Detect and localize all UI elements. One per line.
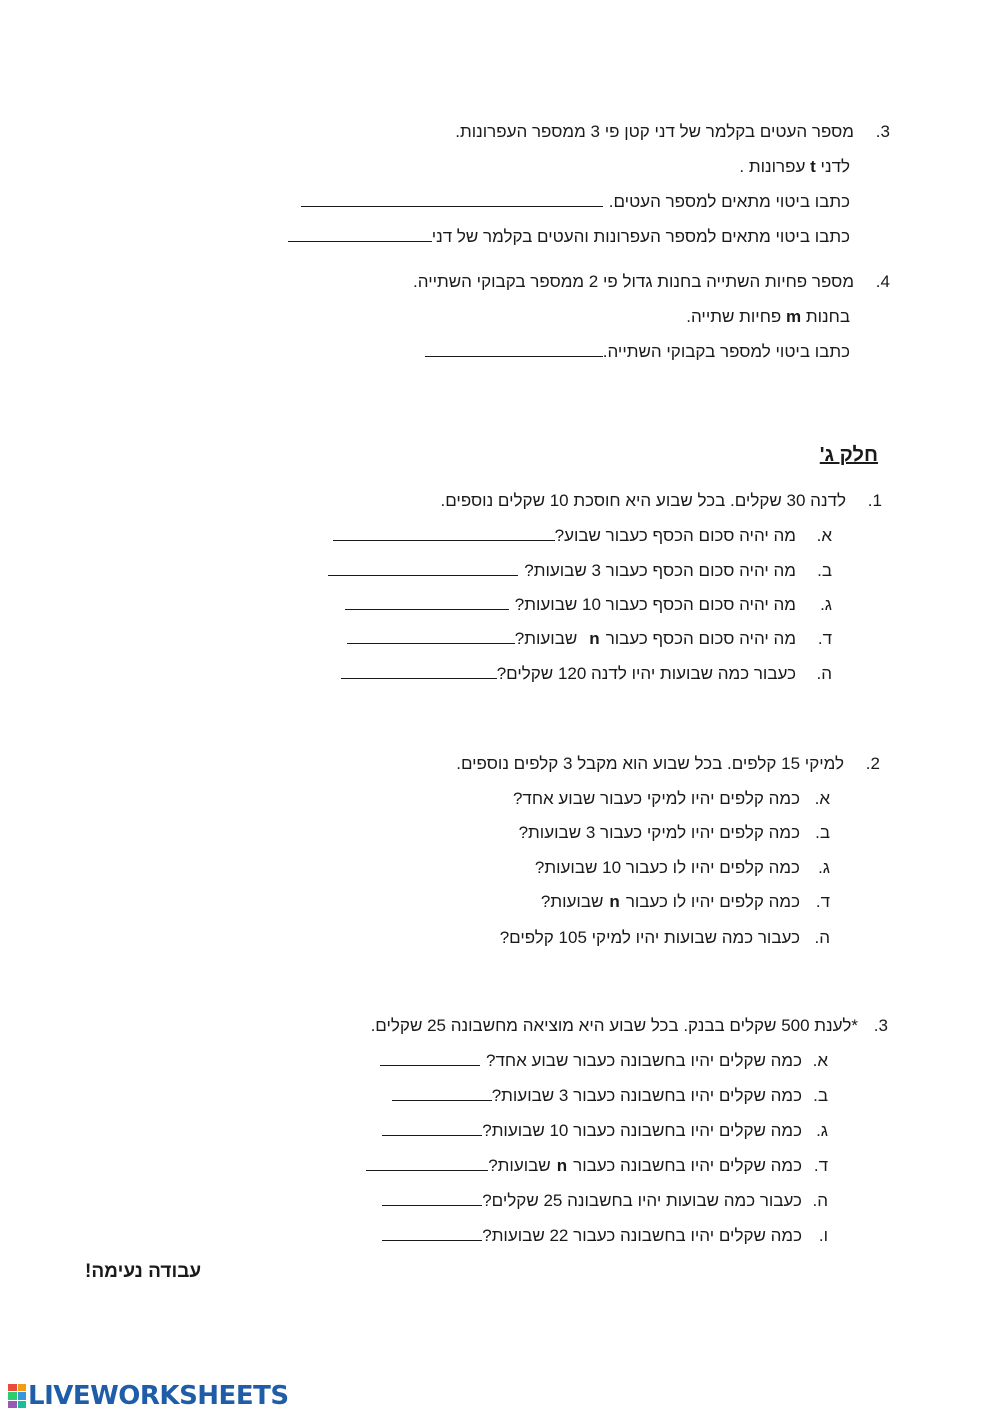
answer-blank[interactable] <box>425 341 603 357</box>
answer-blank[interactable] <box>328 560 518 576</box>
answer-blank[interactable] <box>345 594 509 610</box>
c-q2-item-c: ג.כמה קלפים יהיו לו כעבור 10 שבועות? <box>534 858 830 877</box>
logo-icon <box>8 1384 26 1408</box>
answer-blank[interactable] <box>392 1085 492 1101</box>
c-q1-item-b: ב.מה יהיה סכום הכסף כעבור 3 שבועות? <box>328 560 832 582</box>
section-heading: חלק ג' <box>819 444 878 466</box>
answer-blank[interactable] <box>382 1225 482 1241</box>
answer-blank[interactable] <box>347 628 515 644</box>
answer-blank[interactable] <box>366 1155 488 1171</box>
variable-t: t <box>810 157 816 176</box>
question-3-line-1: 3.מספר העטים בקלמר של דני קטן פי 3 ממספר העפרונות. <box>455 122 890 141</box>
question-3-line-3: כתבו ביטוי מתאים למספר העטים. <box>301 191 850 213</box>
c-question-2-intro: 2.למיקי 15 קלפים. בכל שבוע הוא מקבל 3 קלפים נוספים. <box>456 754 880 773</box>
c-q2-item-a: א.כמה קלפים יהיו למיקי כעבור שבוע אחד? <box>512 789 830 808</box>
c-q3-item-a: א.כמה שקלים יהיו בחשבונה כעבור שבוע אחד? <box>380 1050 828 1072</box>
c-q2-item-b: ב.כמה קלפים יהיו למיקי כעבור 3 שבועות? <box>518 823 830 842</box>
closing-message: עבודה נעימה! <box>85 1261 202 1282</box>
variable-n: n <box>556 1156 568 1175</box>
question-3-line-4: כתבו ביטוי מתאים למספר העפרונות והעטים בקלמר של דני <box>288 226 850 248</box>
c-q3-item-c: ג.כמה שקלים יהיו בחשבונה כעבור 10 שבועות? <box>382 1120 828 1142</box>
answer-blank[interactable] <box>382 1120 482 1136</box>
c-q3-item-e: ה.כעבור כמה שבועות יהיו בחשבונה 25 שקלים? <box>382 1190 828 1212</box>
c-q3-item-f: ו.כמה שקלים יהיו בחשבונה כעבור 22 שבועות? <box>382 1225 828 1247</box>
c-q3-item-b: ב.כמה שקלים יהיו בחשבונה כעבור 3 שבועות? <box>392 1085 828 1107</box>
variable-n: n <box>609 892 620 911</box>
answer-blank[interactable] <box>341 663 497 679</box>
c-q2-item-d: ד.כמה קלפים יהיו לו כעבורnשבועות? <box>540 892 830 911</box>
c-q1-item-c: ג.מה יהיה סכום הכסף כעבור 10 שבועות? <box>345 594 832 616</box>
answer-blank[interactable] <box>288 226 432 242</box>
question-4-line-2: בחנות m פחיות שתייה. <box>686 307 850 326</box>
answer-blank[interactable] <box>333 525 555 541</box>
c-question-3-intro: 3.*לענת 500 שקלים בבנק. בכל שבוע היא מוציאה מחשבונה 25 שקלים. <box>370 1016 888 1035</box>
c-q1-item-d: ד.מה יהיה סכום הכסף כעבורnשבועות? <box>347 628 832 650</box>
liveworksheets-logo <box>8 1381 289 1411</box>
c-q1-item-a: א.מה יהיה סכום הכסף כעבור שבוע? <box>333 525 832 547</box>
question-4-line-1: 4.מספר פחיות השתייה בחנות גדול פי 2 ממספר בקבוקי השתייה. <box>413 272 890 291</box>
variable-m: m <box>786 307 802 326</box>
answer-blank[interactable] <box>382 1190 482 1206</box>
c-q1-item-e: ה.כעבור כמה שבועות יהיו לדנה 120 שקלים? <box>341 663 832 685</box>
question-4-line-3: כתבו ביטוי למספר בקבוקי השתייה. <box>425 341 850 363</box>
question-3-line-2: לדני t עפרונות . <box>739 157 850 176</box>
answer-blank[interactable] <box>380 1050 480 1066</box>
logo-text: LIVEWORKSHEETS <box>28 1381 289 1411</box>
c-q3-item-d: ד.כמה שקלים יהיו בחשבונה כעבורnשבועות? <box>366 1155 828 1177</box>
c-question-1-intro: 1.לדנה 30 שקלים. בכל שבוע היא חוסכת 10 שקלים נוספים. <box>440 491 882 510</box>
answer-blank[interactable] <box>301 191 603 207</box>
c-q2-item-e: ה.כעבור כמה שבועות יהיו למיקי 105 קלפים? <box>499 928 830 947</box>
variable-n: n <box>589 629 600 648</box>
